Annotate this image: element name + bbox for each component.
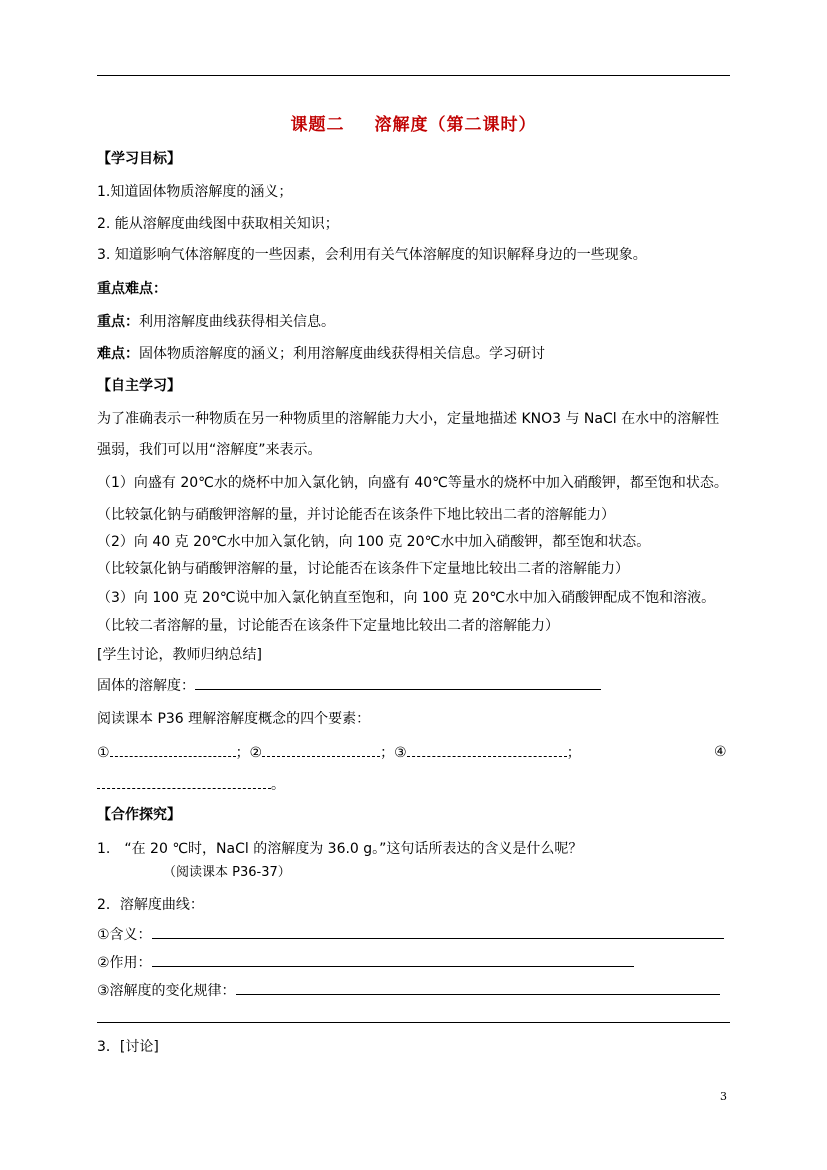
difficult-point-line: [97, 345, 545, 363]
four-elements-line: [97, 743, 730, 762]
key-label: 重点：: [97, 314, 139, 330]
question-2: 2．溶解度曲线：: [97, 897, 204, 913]
difficult-label: 难点：: [97, 346, 139, 362]
self-study-item-5: （3）向 100 克 20℃说中加入氯化钠直至饱和，向 100 克 20℃水中加入硝酸钾配成不饱和溶液。: [97, 590, 716, 606]
solubility-blank[interactable]: [195, 675, 601, 690]
read-prompt: 阅读课本 P36 理解溶解度概念的四个要素：: [97, 711, 371, 727]
element-sep-4: ；: [566, 745, 581, 761]
page-title: [0, 110, 827, 135]
rule-blank-continuation[interactable]: [97, 1022, 730, 1023]
key-text: 利用溶解度曲线获得相关信息。: [139, 314, 335, 330]
meaning-label: ①含义：: [97, 927, 152, 943]
use-line: [97, 952, 634, 972]
title-part1: 课题二: [290, 115, 345, 135]
key-point-line: [97, 313, 335, 331]
objectives-heading: 【学习目标】: [97, 151, 181, 167]
objective-item-3: 3. 知道影响气体溶解度的一些因素，会利用有关气体溶解度的知识解释身边的一些现象。: [97, 247, 647, 263]
meaning-line: [97, 924, 730, 944]
page-number: 3: [720, 1090, 727, 1103]
element-blank-2[interactable]: [262, 743, 380, 757]
header-rule: [97, 75, 730, 76]
self-study-intro-2: 强弱，我们可以用“溶解度”来表示。: [97, 442, 322, 458]
use-blank[interactable]: [152, 952, 634, 967]
self-study-item-2: （比较氯化钠与硝酸钾溶解的量，并讨论能否在该条件下地比较出二者的溶解能力）: [97, 507, 615, 523]
rule-line: [97, 980, 730, 1000]
question-1: [97, 840, 582, 858]
element-marker-4: ④: [714, 744, 727, 760]
element-blank-1[interactable]: [110, 743, 236, 757]
cooperation-heading: 【合作探究】: [97, 807, 181, 823]
difficult-text: 固体物质溶解度的涵义；利用溶解度曲线获得相关信息。学习研讨: [139, 346, 545, 362]
element-4-line: [97, 775, 285, 794]
discussion-note: [学生讨论，教师归纳总结]: [97, 647, 262, 663]
rule-blank[interactable]: [236, 980, 720, 995]
question-1-text: “在 20 ℃时，NaCl 的溶解度为 36.0 g。”这句话所表达的含义是什么呢？: [124, 841, 583, 857]
title-part2: 溶解度（第二课时）: [374, 115, 537, 135]
element-blank-4[interactable]: [97, 775, 271, 789]
self-study-intro-1: 为了准确表示一种物质在另一种物质里的溶解能力大小，定量地描述 KNO3 与 NaCl 在水中的溶解性: [97, 411, 720, 427]
meaning-blank[interactable]: [152, 924, 724, 939]
question-1-number: 1.: [97, 841, 111, 857]
self-study-heading: 【自主学习】: [97, 378, 181, 394]
key-points-heading: 重点难点：: [97, 281, 167, 297]
solubility-label: 固体的溶解度：: [97, 678, 195, 694]
objective-item-1: 1.知道固体物质溶解度的涵义；: [97, 184, 293, 200]
use-label: ②作用：: [97, 955, 152, 971]
question-1-note: （阅读课本 P36-37）: [163, 865, 291, 880]
self-study-item-4: （比较氯化钠与硝酸钾溶解的量，讨论能否在该条件下定量地比较出二者的溶解能力）: [97, 561, 629, 577]
question-3: 3．[讨论]: [97, 1039, 159, 1055]
solubility-definition-line: [97, 675, 601, 695]
objective-item-2: 2. 能从溶解度曲线图中获取相关知识；: [97, 216, 339, 232]
rule-label: ③溶解度的变化规律：: [97, 983, 236, 999]
element-end: 。: [271, 777, 285, 793]
self-study-item-1: （1）向盛有 20℃水的烧杯中加入氯化钠，向盛有 40℃等量水的烧杯中加入硝酸钾，都至饱和状态。: [97, 475, 728, 491]
element-blank-3[interactable]: [407, 743, 567, 757]
element-marker-3: ；③: [380, 745, 407, 761]
self-study-item-3: （2）向 40 克 20℃水中加入氯化钠，向 100 克 20℃水中加入硝酸钾，都至饱和状态。: [97, 534, 651, 550]
self-study-item-6: （比较二者溶解的量，讨论能否在该条件下定量地比较出二者的溶解能力）: [97, 618, 559, 634]
element-marker-2: ；②: [235, 745, 263, 761]
element-marker-1: ①: [97, 745, 110, 761]
